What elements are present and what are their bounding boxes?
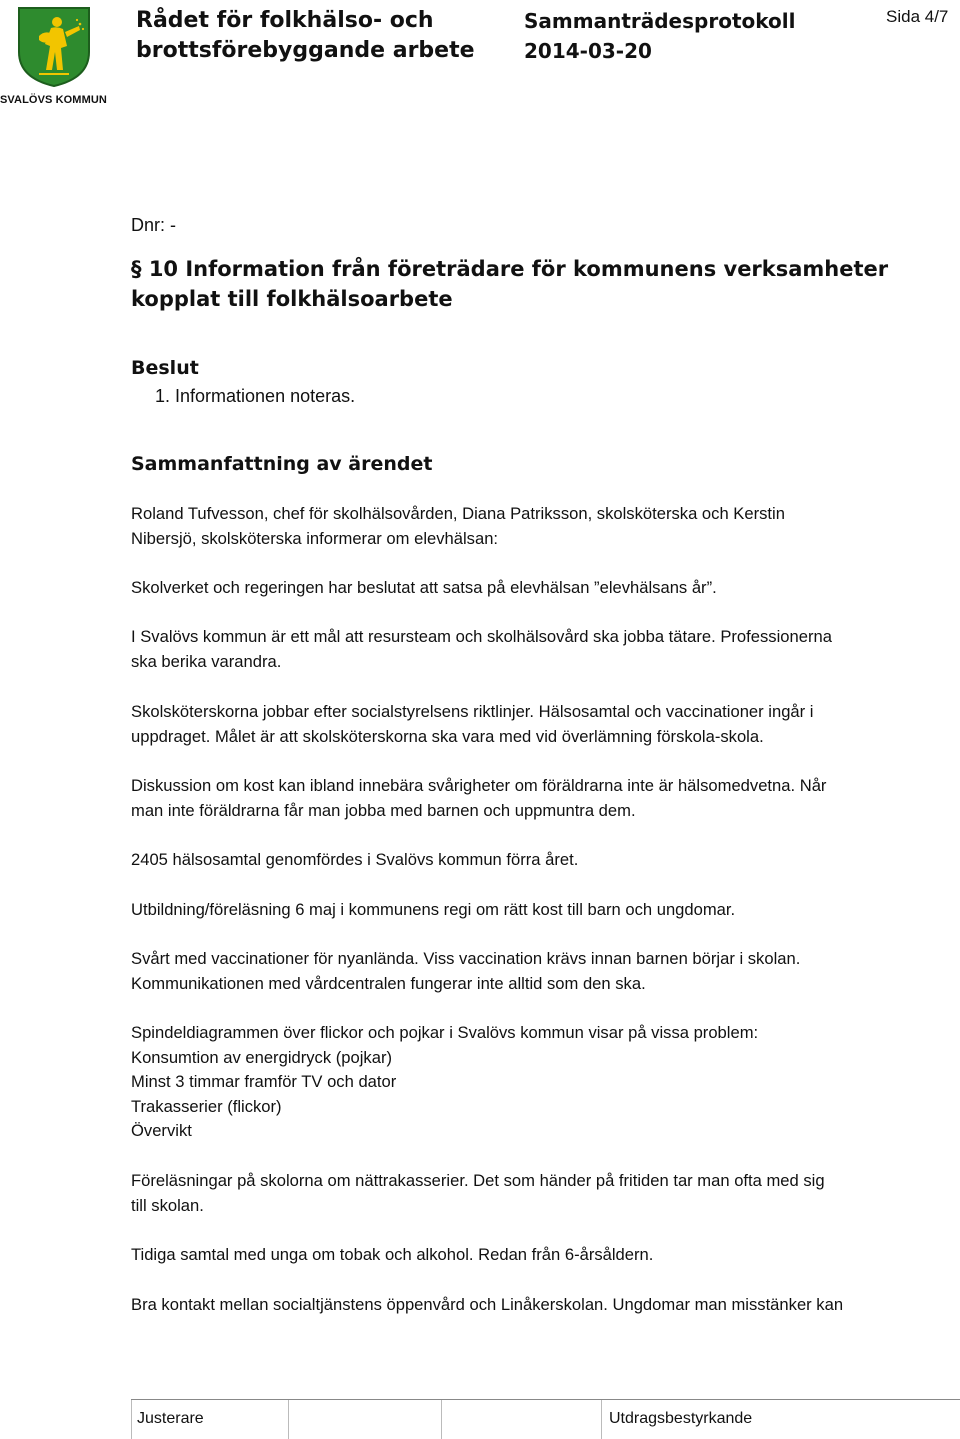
paragraph-line: Tidiga samtal med unga om tobak och alkohol. Redan från 6-årsåldern. <box>131 1245 654 1264</box>
paragraph-line: Diskussion om kost kan ibland innebära svårigheter om föräldrarna inte är hälsomedvetna. Når <box>131 776 827 795</box>
paragraph <box>131 898 956 923</box>
paragraph <box>131 1169 956 1218</box>
paragraph-line: 2405 hälsosamtal genomfördes i Svalövs kommun förra året. <box>131 850 579 869</box>
extract-certification-label: Utdragsbestyrkande <box>609 1410 753 1427</box>
document-type: Sammanträdesprotokoll <box>524 9 796 33</box>
section-title-line2: kopplat till folkhälsoarbete <box>131 287 453 311</box>
paragraph-line: Nibersjö, skolsköterska informerar om elevhälsan: <box>131 528 499 548</box>
decision-item: 1. Informationen noteras. <box>155 386 356 406</box>
organization-title-line2: brottsförebyggande arbete <box>136 38 475 63</box>
paragraph-line: Trakasserier (flickor) <box>131 1096 282 1116</box>
paragraph-line: Svårt med vaccinationer för nyanlända. Viss vaccination krävs innan barnen börjar i skolan. <box>131 949 801 968</box>
page-header <box>0 0 960 110</box>
paragraph-line: Utbildning/föreläsning 6 maj i kommunens regi om rätt kost till barn och ungdomar. <box>131 900 736 919</box>
paragraph-line: Bra kontakt mellan socialtjänstens öppenvård och Linåkerskolan. Ungdomar man misstänker kan <box>131 1295 844 1314</box>
organization-title <box>136 6 496 66</box>
paragraph-line: I Svalövs kommun är ett mål att resursteam och skolhälsovård ska jobba tätare. Professionerna <box>131 627 832 646</box>
paragraph-line: Konsumtion av energidryck (pojkar) <box>131 1047 393 1067</box>
paragraph-line: Kommunikationen med vårdcentralen fungerar inte alltid som den ska. <box>131 973 646 993</box>
section-title-line1: 10 Information från företrädare för kommunens verksamheter <box>148 257 889 281</box>
organization-title-line1: Rådet för folkhälso- och <box>136 8 434 33</box>
decision-list <box>155 384 355 408</box>
adjuster-label: Justerare <box>137 1410 204 1427</box>
paragraph <box>131 1293 960 1318</box>
paragraph-line: till skolan. <box>131 1195 204 1215</box>
document-type-block <box>524 6 795 66</box>
paragraph <box>131 576 956 601</box>
paragraph <box>131 700 956 749</box>
municipality-name: SVALÖVS KOMMUN <box>0 94 107 106</box>
paragraph-line: Skolsköterskorna jobbar efter socialstyrelsens riktlinjer. Hälsosamtal och vaccinationer ingår i <box>131 702 814 721</box>
paragraph <box>131 502 956 551</box>
paragraph-line: ska berika varandra. <box>131 651 282 671</box>
paragraph-line: Övervikt <box>131 1121 192 1140</box>
registration-number: Dnr: - <box>131 215 176 235</box>
page-number: Sida 4/7 <box>886 7 949 26</box>
coat-of-arms-icon <box>17 6 91 88</box>
signature-table <box>131 1399 960 1439</box>
paragraph-line: Minst 3 timmar framför TV och dator <box>131 1072 397 1091</box>
paragraph <box>131 947 956 996</box>
meeting-date: 2014-03-20 <box>524 39 652 63</box>
section-title <box>131 254 931 314</box>
section-symbol: § <box>131 257 142 281</box>
paragraph-line: man inte föräldrarna får man jobba med barnen och uppmuntra dem. <box>131 800 636 820</box>
paragraph <box>131 1243 956 1268</box>
paragraph-line: Föreläsningar på skolorna om nättrakasserier. Det som händer på fritiden tar man ofta med sig <box>131 1171 825 1190</box>
paragraph-line: uppdraget. Målet är att skolsköterskorna ska vara med vid överlämning förskola-skola. <box>131 726 764 746</box>
decision-heading: Beslut <box>131 357 199 379</box>
signature-cell <box>441 1400 601 1439</box>
paragraph <box>131 1021 956 1144</box>
paragraph-line: Skolverket och regeringen har beslutat att satsa på elevhälsan ”elevhälsans år”. <box>131 578 717 597</box>
signature-cell <box>288 1400 441 1439</box>
paragraph-line: Roland Tufvesson, chef för skolhälsovården, Diana Patriksson, skolsköterska och Kerstin <box>131 504 785 523</box>
paragraph <box>131 774 956 823</box>
paragraph <box>131 848 956 873</box>
summary-heading: Sammanfattning av ärendet <box>131 453 433 475</box>
paragraph-line: Spindeldiagrammen över flickor och pojkar i Svalövs kommun visar på vissa problem: <box>131 1023 759 1042</box>
paragraph <box>131 625 956 674</box>
